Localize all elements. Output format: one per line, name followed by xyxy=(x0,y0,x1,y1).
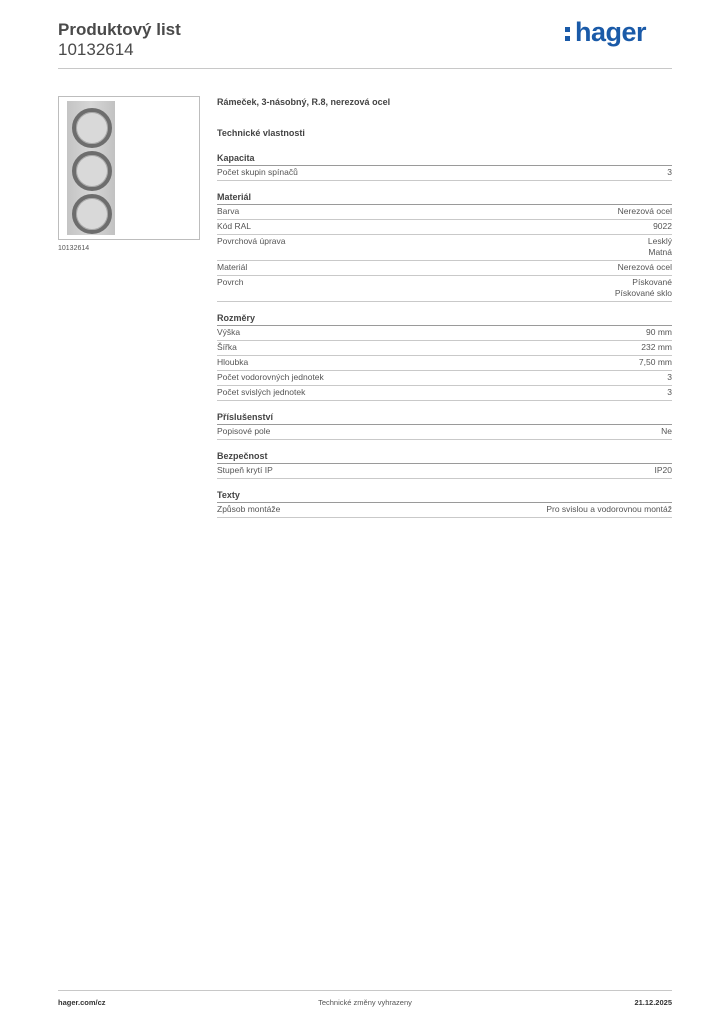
spec-row xyxy=(217,205,672,220)
spec-value xyxy=(667,167,672,178)
spec-value xyxy=(667,372,672,383)
logo-dots-icon xyxy=(565,21,573,43)
spec-value xyxy=(546,504,672,515)
spec-label: Barva xyxy=(217,206,240,216)
spec-value xyxy=(667,387,672,398)
spec-group xyxy=(217,450,672,479)
spec-value xyxy=(653,221,672,232)
footer-website: hager.com/cz xyxy=(58,998,106,1007)
frame-plate-image xyxy=(67,101,115,235)
spec-value-line: IP20 xyxy=(654,465,672,475)
footer-date: 21.12.2025 xyxy=(634,998,672,1007)
spec-value xyxy=(618,262,672,273)
spec-group xyxy=(217,191,672,302)
spec-row xyxy=(217,503,672,518)
product-image xyxy=(58,96,200,240)
image-caption: 10132614 xyxy=(58,245,90,252)
spec-value-line: 90 mm xyxy=(646,327,672,337)
spec-value-line: Nerezová ocel xyxy=(617,262,672,272)
spec-row xyxy=(217,276,672,302)
spec-group-title: Rozměry xyxy=(217,312,672,326)
spec-label: Počet vodorovných jednotek xyxy=(217,372,324,382)
spec-value-line: 3 xyxy=(667,167,672,177)
spec-value-line: 9022 xyxy=(653,221,672,231)
spec-value-line: 3 xyxy=(667,387,672,397)
spec-row xyxy=(217,464,672,479)
spec-row xyxy=(217,371,672,386)
spec-row xyxy=(217,386,672,401)
spec-value-line: Lesklý xyxy=(647,236,672,246)
spec-value-line: Ne xyxy=(661,426,672,436)
spec-value-line: Matná xyxy=(648,247,672,257)
spec-groups xyxy=(217,152,672,518)
spec-row xyxy=(217,356,672,371)
spec-label: Počet svislých jednotek xyxy=(217,387,306,397)
product-name: Rámeček, 3-násobný, R.8, nerezová ocel xyxy=(217,97,391,107)
spec-value xyxy=(655,465,673,476)
socket-ring-icon xyxy=(72,108,112,148)
spec-row xyxy=(217,220,672,235)
spec-group xyxy=(217,152,672,181)
spec-value xyxy=(639,357,672,368)
spec-value xyxy=(641,342,672,353)
spec-row xyxy=(217,166,672,181)
spec-value-line: Pískované sklo xyxy=(614,288,672,298)
spec-row xyxy=(217,326,672,341)
spec-label: Výška xyxy=(217,327,241,337)
document-header xyxy=(58,20,181,60)
spec-group-title: Bezpečnost xyxy=(217,450,672,464)
spec-group xyxy=(217,411,672,440)
spec-label: Povrch xyxy=(217,277,244,287)
spec-value xyxy=(618,206,672,217)
spec-label: Popisové pole xyxy=(217,426,271,436)
spec-value-line: Nerezová ocel xyxy=(617,206,672,216)
spec-group-title: Kapacita xyxy=(217,152,672,166)
spec-value-line: 3 xyxy=(667,372,672,382)
header-divider xyxy=(58,68,672,69)
spec-label: Materiál xyxy=(217,262,248,272)
spec-label: Povrchová úprava xyxy=(217,236,286,246)
spec-label: Kód RAL xyxy=(217,221,252,231)
spec-group xyxy=(217,489,672,518)
spec-value-line: 232 mm xyxy=(641,342,672,352)
spec-row xyxy=(217,425,672,440)
socket-ring-icon xyxy=(72,194,112,234)
section-title: Technické vlastnosti xyxy=(217,128,305,138)
socket-ring-icon xyxy=(72,151,112,191)
spec-value xyxy=(615,277,672,299)
spec-value-line: Pro svislou a vodorovnou montáž xyxy=(546,504,672,514)
product-specs xyxy=(217,96,672,518)
spec-group-title: Příslušenství xyxy=(217,411,672,425)
product-number: 10132614 xyxy=(58,40,134,59)
spec-value xyxy=(661,426,672,437)
footer-notice: Technické změny vyhrazeny xyxy=(318,998,412,1007)
spec-label: Šířka xyxy=(217,342,237,352)
spec-group xyxy=(217,312,672,401)
spec-label: Počet skupin spínačů xyxy=(217,167,298,177)
spec-group-title: Materiál xyxy=(217,191,672,205)
spec-value-line: 7,50 mm xyxy=(638,357,672,367)
spec-row xyxy=(217,341,672,356)
footer-divider xyxy=(58,990,672,991)
spec-label: Stupeň krytí IP xyxy=(217,465,273,475)
spec-row xyxy=(217,261,672,276)
logo-text: hager xyxy=(575,17,647,47)
spec-value xyxy=(646,327,672,338)
spec-group-title: Texty xyxy=(217,489,672,503)
spec-value-line: Pískované xyxy=(632,277,672,287)
hager-logo xyxy=(565,14,665,50)
spec-label: Způsob montáže xyxy=(217,504,281,514)
spec-value xyxy=(648,236,672,258)
spec-label: Hloubka xyxy=(217,357,249,367)
document-title: Produktový list xyxy=(58,20,181,39)
spec-row xyxy=(217,235,672,261)
